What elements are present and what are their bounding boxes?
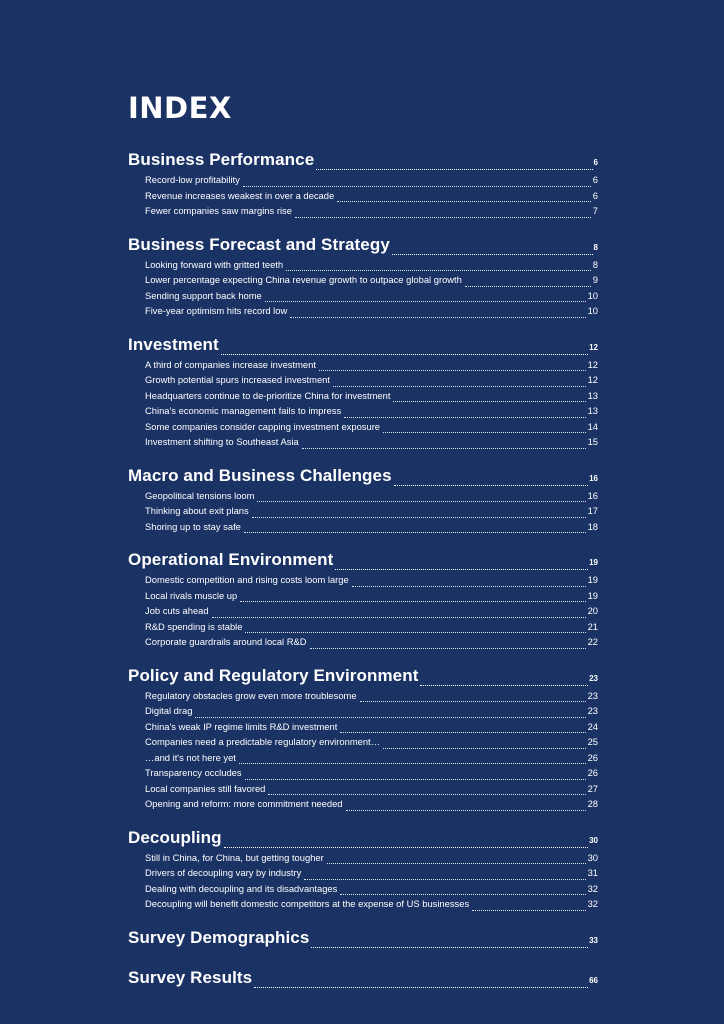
toc-heading-page-number: 8 xyxy=(593,242,598,252)
toc-section xyxy=(128,150,598,221)
toc-entry-title: Shoring up to stay safe xyxy=(145,520,241,532)
dot-leader xyxy=(393,401,585,402)
dot-leader xyxy=(239,763,586,764)
toc-entry-title: Transparency occludes xyxy=(145,767,242,778)
dot-leader xyxy=(265,301,586,302)
dot-leader xyxy=(245,779,586,780)
toc-heading-link[interactable] xyxy=(128,928,598,952)
toc-section xyxy=(128,666,598,814)
dot-leader xyxy=(244,532,586,533)
toc-entry-title: Opening and reform: more commitment needed xyxy=(145,798,343,809)
toc-entry-page-number: 15 xyxy=(587,436,598,447)
toc-section xyxy=(128,968,598,992)
toc-entry-link[interactable] xyxy=(128,721,598,737)
toc-heading-title: Investment xyxy=(128,334,219,354)
toc-entry-page-number: 16 xyxy=(587,489,598,501)
dot-leader xyxy=(333,386,586,387)
dot-leader xyxy=(224,847,589,848)
toc-entry-link[interactable] xyxy=(128,405,598,421)
toc-heading-page-number: 12 xyxy=(589,342,598,352)
toc-section xyxy=(128,550,598,652)
toc-entry-link[interactable] xyxy=(128,798,598,814)
toc-entry-title: China's economic management fails to impress xyxy=(145,405,342,416)
toc-entry-page-number: 22 xyxy=(587,636,598,647)
dot-leader xyxy=(472,910,585,911)
toc-entry-title: Thinking about exit plans xyxy=(145,505,249,516)
toc-entry-page-number: 18 xyxy=(587,520,598,532)
toc-entry-title: Still in China, for China, but getting tougher xyxy=(145,851,324,863)
toc-entry-title: Decoupling will benefit domestic competitors at the expense of US businesses xyxy=(145,898,470,909)
toc-entry-page-number: 30 xyxy=(587,851,598,863)
toc-entry-link[interactable] xyxy=(128,190,598,206)
toc-entry-link[interactable] xyxy=(128,752,598,768)
dot-leader xyxy=(311,947,588,948)
toc-entry-link[interactable] xyxy=(128,690,598,706)
toc-section xyxy=(128,466,598,537)
toc-entry-page-number: 19 xyxy=(587,589,598,601)
toc-entry-page-number: 17 xyxy=(587,505,598,516)
toc-entry-page-number: 27 xyxy=(587,782,598,794)
toc-entry-link[interactable] xyxy=(128,574,598,590)
toc-heading-title: Decoupling xyxy=(128,827,222,847)
toc-entry-link[interactable] xyxy=(128,490,598,506)
toc-entry-link[interactable] xyxy=(128,705,598,721)
dot-leader xyxy=(340,894,585,895)
toc-heading-link[interactable] xyxy=(128,235,598,259)
dot-leader xyxy=(245,632,585,633)
dot-leader xyxy=(257,501,585,502)
toc-entry-link[interactable] xyxy=(128,505,598,521)
toc-heading-page-number: 6 xyxy=(593,158,598,167)
toc-heading-page-number: 16 xyxy=(589,473,598,483)
toc-heading-link[interactable] xyxy=(128,150,598,174)
dot-leader xyxy=(383,432,586,433)
toc-section xyxy=(128,928,598,952)
toc-entry-title: Drivers of decoupling vary by industry xyxy=(145,867,302,878)
dot-leader xyxy=(221,354,588,355)
toc-heading-link[interactable] xyxy=(128,828,598,852)
toc-entry-title: Local rivals muscle up xyxy=(145,589,238,601)
toc-entry-page-number: 24 xyxy=(587,720,598,732)
toc-entry-link[interactable] xyxy=(128,767,598,783)
toc-entry-page-number: 7 xyxy=(592,205,598,216)
toc-entry-page-number: 20 xyxy=(587,605,598,616)
dot-leader xyxy=(286,270,591,271)
toc-entry-title: Domestic competition and rising costs loom large xyxy=(145,574,349,585)
dot-leader xyxy=(254,987,588,988)
toc-entry-page-number: 26 xyxy=(587,751,598,763)
dot-leader xyxy=(344,417,585,418)
toc-entry-link[interactable] xyxy=(128,605,598,621)
toc-entry-page-number: 10 xyxy=(587,305,598,316)
toc-entry-page-number: 14 xyxy=(587,420,598,432)
dot-leader xyxy=(304,879,585,880)
toc-heading-title: Business Performance xyxy=(128,150,315,169)
toc-heading-page-number: 33 xyxy=(589,935,598,945)
toc-entry-link[interactable] xyxy=(128,898,598,914)
toc-entry-title: Sending support back home xyxy=(145,289,262,301)
toc-heading-title: Business Forecast and Strategy xyxy=(128,234,390,254)
dot-leader xyxy=(465,286,591,287)
toc-entry-link[interactable] xyxy=(128,259,598,275)
toc-heading-title: Survey Results xyxy=(128,967,253,987)
toc-entry-link[interactable] xyxy=(128,436,598,452)
page-title: INDEX xyxy=(128,91,232,125)
toc-entry-title: Headquarters continue to de-prioritize China for investment xyxy=(145,389,391,401)
dot-leader xyxy=(268,794,585,795)
toc-entry-title: Investment shifting to Southeast Asia xyxy=(145,436,299,447)
toc-entry-page-number: 23 xyxy=(587,689,598,701)
table-of-contents xyxy=(128,150,598,1008)
toc-entry-title: Local companies still favored xyxy=(145,782,266,794)
toc-entry-link[interactable] xyxy=(128,174,598,190)
toc-entry-page-number: 21 xyxy=(587,620,598,632)
dot-leader xyxy=(392,254,593,255)
toc-entry-title: A third of companies increase investment xyxy=(145,358,316,370)
toc-entry-page-number: 25 xyxy=(587,736,598,747)
toc-entry-link[interactable] xyxy=(128,867,598,883)
toc-entry-link[interactable] xyxy=(128,205,598,221)
dot-leader xyxy=(360,701,586,702)
toc-heading-link[interactable] xyxy=(128,968,598,992)
toc-heading-link[interactable] xyxy=(128,335,598,359)
dot-leader xyxy=(243,186,591,187)
dot-leader xyxy=(240,601,585,602)
dot-leader xyxy=(352,586,586,587)
toc-entry-page-number: 8 xyxy=(592,258,598,270)
toc-heading-page-number: 66 xyxy=(589,975,598,985)
toc-entry-title: Revenue increases weakest in over a decade xyxy=(145,189,335,201)
dot-leader xyxy=(337,201,591,202)
dot-leader xyxy=(212,617,586,618)
toc-entry-page-number: 13 xyxy=(587,405,598,416)
toc-entry-link[interactable] xyxy=(128,636,598,652)
toc-entry-page-number: 12 xyxy=(587,358,598,370)
toc-entry-link[interactable] xyxy=(128,359,598,375)
toc-heading-title: Survey Demographics xyxy=(128,927,310,947)
toc-section xyxy=(128,335,598,452)
toc-entry-title: Fewer companies saw margins rise xyxy=(145,205,292,216)
toc-entry-page-number: 13 xyxy=(587,389,598,401)
toc-entry-title: Lower percentage expecting China revenue growth to outpace global growth xyxy=(145,274,462,285)
toc-heading-title: Policy and Regulatory Environment xyxy=(128,665,419,685)
toc-entry-link[interactable] xyxy=(128,852,598,868)
toc-entry-page-number: 28 xyxy=(587,798,598,809)
dot-leader xyxy=(295,217,591,218)
toc-entry-page-number: 6 xyxy=(592,189,598,201)
toc-entry-title: Looking forward with gritted teeth xyxy=(145,258,284,270)
toc-entry-page-number: 19 xyxy=(587,574,598,585)
toc-heading-page-number: 23 xyxy=(589,673,598,683)
toc-entry-title: Five-year optimism hits record low xyxy=(145,305,288,316)
toc-entry-title: Job cuts ahead xyxy=(145,605,209,616)
toc-entry-page-number: 26 xyxy=(587,767,598,778)
dot-leader xyxy=(346,810,586,811)
toc-entry-title: Corporate guardrails around local R&D xyxy=(145,636,307,647)
toc-entry-title: China's weak IP regime limits R&D investment xyxy=(145,720,338,732)
toc-entry-link[interactable] xyxy=(128,374,598,390)
toc-heading-link[interactable] xyxy=(128,666,598,690)
toc-entry-page-number: 6 xyxy=(592,174,598,185)
dot-leader xyxy=(302,448,586,449)
dot-leader xyxy=(327,863,586,864)
toc-entry-title: Regulatory obstacles grow even more troublesome xyxy=(145,689,357,701)
dot-leader xyxy=(290,317,585,318)
toc-entry-link[interactable] xyxy=(128,421,598,437)
dot-leader xyxy=(252,517,586,518)
toc-entry-title: …and it's not here yet xyxy=(145,751,236,763)
toc-entry-title: Digital drag xyxy=(145,705,193,716)
toc-entry-page-number: 12 xyxy=(587,374,598,385)
toc-entry-link[interactable] xyxy=(128,305,598,321)
toc-entry-page-number: 31 xyxy=(587,867,598,878)
toc-entry-page-number: 10 xyxy=(587,289,598,301)
toc-entry-link[interactable] xyxy=(128,736,598,752)
toc-entry-page-number: 23 xyxy=(587,705,598,716)
dot-leader xyxy=(195,717,585,718)
toc-entry-link[interactable] xyxy=(128,783,598,799)
dot-leader xyxy=(394,485,588,486)
toc-entry-title: Dealing with decoupling and its disadvantages xyxy=(145,882,338,894)
toc-entry-link[interactable] xyxy=(128,274,598,290)
toc-entry-link[interactable] xyxy=(128,390,598,406)
toc-heading-link[interactable] xyxy=(128,466,598,490)
toc-section xyxy=(128,235,598,321)
toc-heading-page-number: 30 xyxy=(589,835,598,845)
toc-section xyxy=(128,828,598,914)
toc-entry-link[interactable] xyxy=(128,621,598,637)
toc-entry-title: Growth potential spurs increased investment xyxy=(145,374,330,385)
dot-leader xyxy=(420,685,588,686)
toc-entry-link[interactable] xyxy=(128,883,598,899)
dot-leader xyxy=(383,748,586,749)
dot-leader xyxy=(335,569,588,570)
toc-entry-title: R&D spending is stable xyxy=(145,620,243,632)
toc-heading-title: Operational Environment xyxy=(128,550,334,569)
toc-entry-link[interactable] xyxy=(128,290,598,306)
toc-heading-page-number: 19 xyxy=(589,558,598,567)
dot-leader xyxy=(340,732,585,733)
dot-leader xyxy=(316,169,592,170)
toc-entry-page-number: 32 xyxy=(587,882,598,894)
dot-leader xyxy=(310,648,586,649)
toc-entry-page-number: 9 xyxy=(592,274,598,285)
toc-heading-title: Macro and Business Challenges xyxy=(128,465,392,485)
toc-entry-page-number: 32 xyxy=(587,898,598,909)
toc-entry-title: Record-low profitability xyxy=(145,174,240,185)
toc-entry-link[interactable] xyxy=(128,521,598,537)
toc-entry-link[interactable] xyxy=(128,590,598,606)
toc-entry-title: Geopolitical tensions loom xyxy=(145,489,255,501)
toc-entry-title: Some companies consider capping investment exposure xyxy=(145,420,381,432)
dot-leader xyxy=(319,370,586,371)
toc-entry-title: Companies need a predictable regulatory environment… xyxy=(145,736,381,747)
toc-heading-link[interactable] xyxy=(128,550,598,574)
